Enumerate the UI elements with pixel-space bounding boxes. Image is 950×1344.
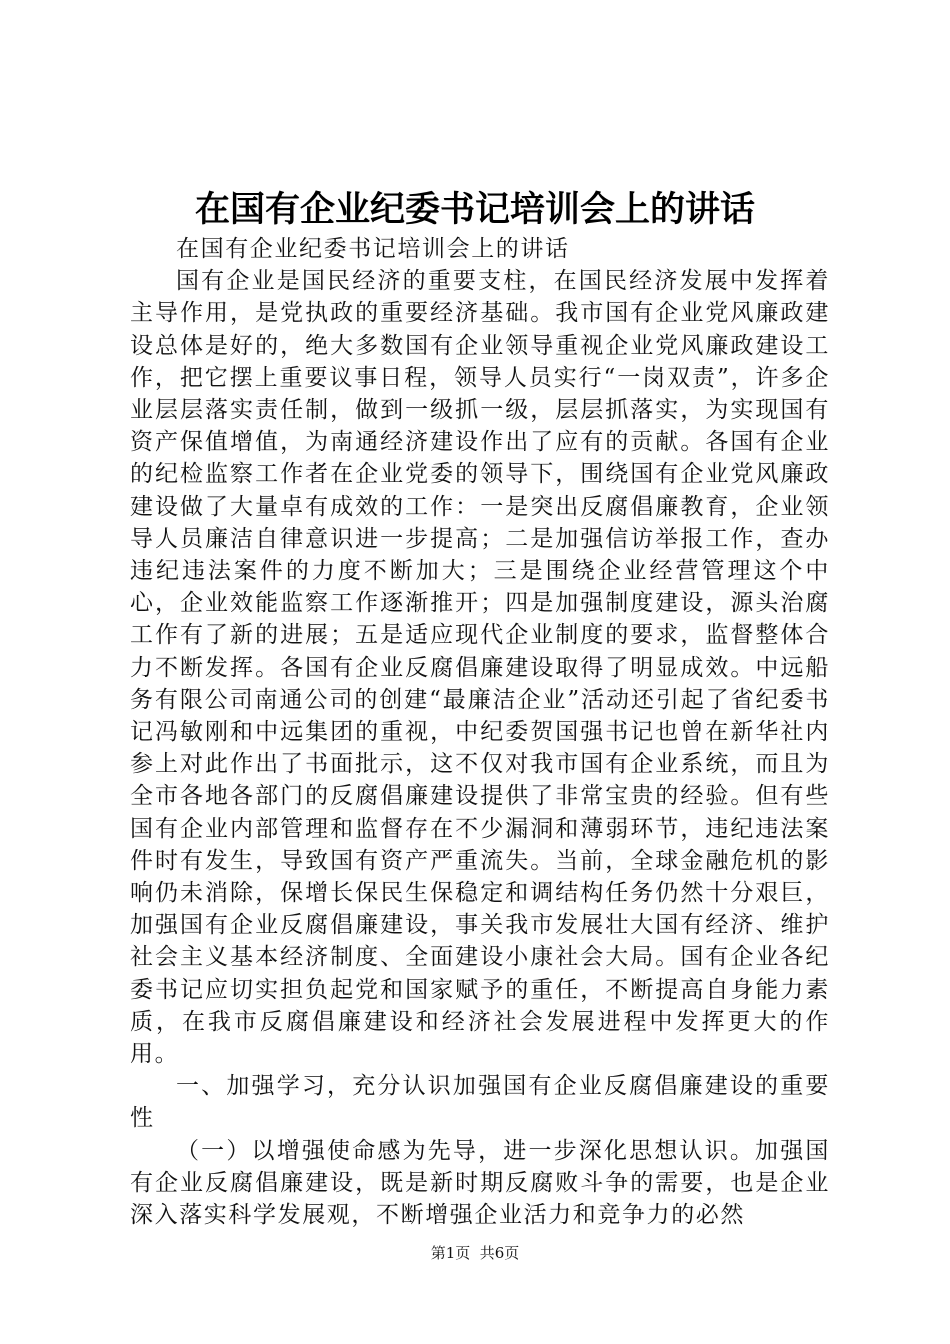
section-heading-1: 一、加强学习，充分认识加强国有企业反腐倡廉建设的重要性 bbox=[130, 1073, 830, 1132]
paragraph-intro: 国有企业是国民经济的重要支柱，在国民经济发展中发挥着主导作用，是党执政的重要经济基础。我市国有企业党风廉政建设总体是好的，绝大多数国有企业领导重视企业党风廉政建设工作，把它摆上重要议事日程，领导人员实行“一岗双责”，许多企业层层落实责任制，做到一级抓一级，层层抓落实，为实现国有资产保值增值，为南通经济建设作出了应有的贡献。各国有企业的纪检监察工作者在企业党委的领导下，围绕国有企业党风廉政建设做了大量卓有成效的工作：一是突出反腐倡廉教育，企业领导人员廉洁自律意识进一步提高；二是加强信访举报工作，查办违纪违法案件的力度不断加大；三是围绕企业经营管理这个中心，企业效能监察工作逐渐推开；四是加强制度建设，源头治腐工作有了新的进展；五是适应现代企业制度的要求，监督整体合力不断发挥。各国有企业反腐倡廉建设取得了明显成效。中远船务有限公司南通公司的创建“最廉洁企业”活动还引起了省纪委书记冯敏刚和中远集团的重视，中纪委贺国强书记也曾在新华社内参上对此作出了书面批示，这不仅对我市国有企业系统，而且为全市各地各部门的反腐倡廉建设提供了非常宝贵的经验。但有些国有企业内部管理和监督存在不少漏洞和薄弱环节，违纪违法案件时有发生，导致国有资产严重流失。当前，全球金融危机的影响仍未消除，保增长保民生保稳定和调结构任务仍然十分艰巨，加强国有企业反腐倡廉建设，事关我市发展壮大国有经济、维护社会主义基本经济制度、全面建设小康社会大局。国有企业各纪委书记应切实担负起党和国家赋予的重任，不断提高自身能力素质，在我市反腐倡廉建设和经济社会发展进程中发挥更大的作用。 bbox=[130, 268, 830, 1068]
page-number: 第1页 共6页 bbox=[430, 1244, 520, 1262]
document-title: 在国有企业纪委书记培训会上的讲话 bbox=[194, 190, 755, 230]
paragraph-section-1-1: （一）以增强使命感为先导，进一步深化思想认识。加强国有企业反腐倡廉建设，既是新时期反腐败斗争的需要，也是企业深入落实科学发展观，不断增强企业活力和竞争力的必然 bbox=[130, 1137, 830, 1229]
document-body bbox=[130, 233, 830, 1231]
page-footer bbox=[0, 1243, 950, 1263]
paragraph-subtitle: 在国有企业纪委书记培训会上的讲话 bbox=[176, 236, 570, 262]
